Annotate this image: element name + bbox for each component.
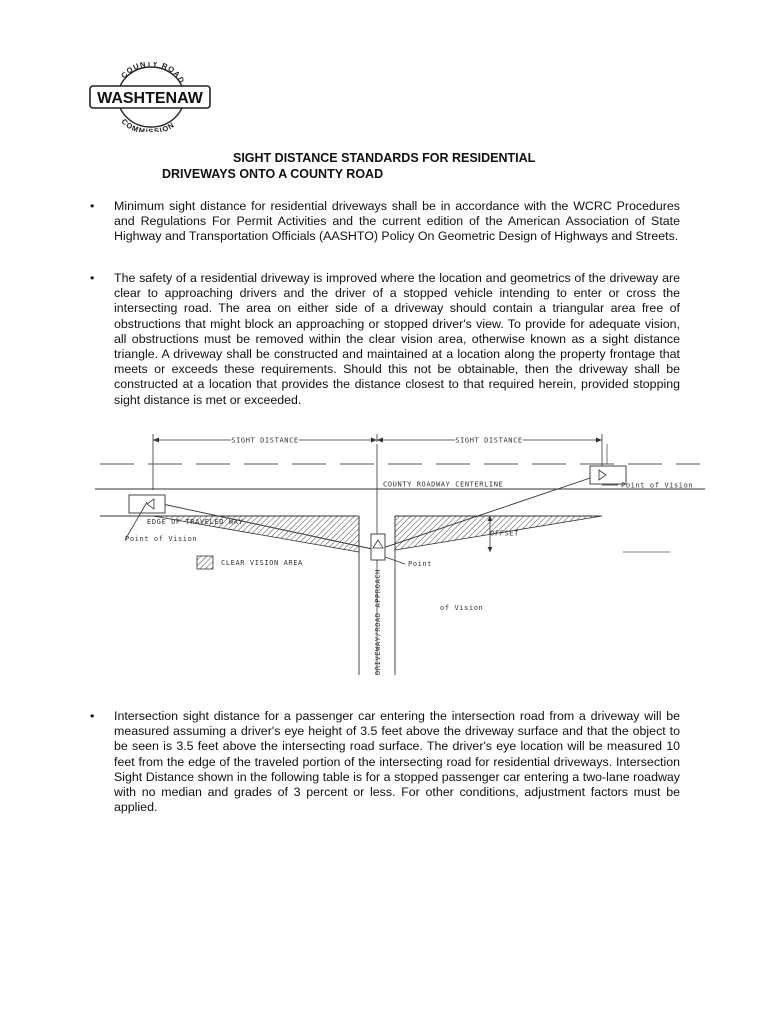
edge-of-traveled-way-label: EDGE OF TRAVELED WAY <box>147 518 244 526</box>
logo-arc-bottom-text: COMMISSION <box>119 116 177 132</box>
arrow-head <box>153 438 159 443</box>
clear-vision-area-label: CLEAR VISION AREA <box>221 559 303 567</box>
driveway-approach-label: DRIVEWAY/ROAD APPROACH <box>374 569 382 675</box>
point-of-vision-right-label: Point of Vision <box>621 481 694 490</box>
diagram-graphic <box>95 430 705 690</box>
bullet-dot: • <box>90 271 95 285</box>
logo-graphic <box>88 62 212 132</box>
arrow-head <box>596 438 602 443</box>
logo-name: WASHTENAW <box>97 90 203 107</box>
arrow-head <box>377 438 383 443</box>
sight-distance-label-right: SIGHT DISTANCE <box>455 436 523 445</box>
arrow-head <box>371 438 377 443</box>
bullet-text-3: Intersection sight distance for a passenger car entering the intersection road from a driveway will be measured assuming a driver's eye height of 3.5 feet above the driveway surface and that the object to be seen is 3.5 feet above the intersecting road surface. The driver's eye location will be measured 10 feet from the edge of the traveled portion of the intersecting road for residential driveways. Intersection Sight Distance shown in the following table is for a stopped passenger car entering a two-lane roadway with no median and grades of 3 percent or less. For other conditions, adjustment factors must be applied. <box>114 709 680 815</box>
arrow-head <box>488 547 493 552</box>
centerline-label: COUNTY ROADWAY CENTERLINE <box>383 480 504 489</box>
bullet-dot: • <box>90 199 95 213</box>
legend-hatch-swatch <box>197 556 213 569</box>
bullet-text-1: Minimum sight distance for residential driveways shall be in accordance with the WCRC Procedures and Regulations For Permit Activities and the current edition of the American Association of State Highway and Transportation Officials (AASHTO) Policy On Geometric Design of Highways and Streets. <box>114 199 680 244</box>
point-label: Point <box>408 560 433 568</box>
sight-distance-label-left: SIGHT DISTANCE <box>231 436 299 445</box>
offset-label: OFFSET <box>490 529 519 538</box>
bullet-item-1 <box>90 199 680 245</box>
bullet-item-2 <box>90 271 680 408</box>
washtenaw-county-road-commission-logo <box>88 62 212 132</box>
logo-arc-top-text: COUNTY ROAD <box>119 62 187 86</box>
sight-distance-diagram <box>95 430 705 690</box>
title-line-2: DRIVEWAYS ONTO A COUNTY ROAD <box>162 167 384 181</box>
of-vision-label: of Vision <box>440 604 484 612</box>
bullet-text-2: The safety of a residential driveway is improved where the location and geometrics of the driveway are clear to approaching drivers and the driver of a stopped vehicle intending to enter or cross the intersecting road. The area on either side of a driveway should contain a triangular area free of obstructions that might block an approaching or stopped driver's view. To provide for adequate vision, all obstructions must be removed within the clear vision area, otherwise known as a sight distance triangle. A driveway shall be constructed and maintained at a location along the property frontage that meets or exceeds these requirements. Should this not be obtainable, then the driveway shall be constructed at a location that provides the distance closest to that required herein, provided stopping sight distance is met or exceeded. <box>114 271 680 407</box>
point-of-vision-left-label: Point of Vision <box>125 535 198 543</box>
title-line-1: SIGHT DISTANCE STANDARDS FOR RESIDENTIAL <box>233 151 536 165</box>
bullet-dot: • <box>90 709 95 723</box>
bullet-item-3 <box>90 709 680 815</box>
